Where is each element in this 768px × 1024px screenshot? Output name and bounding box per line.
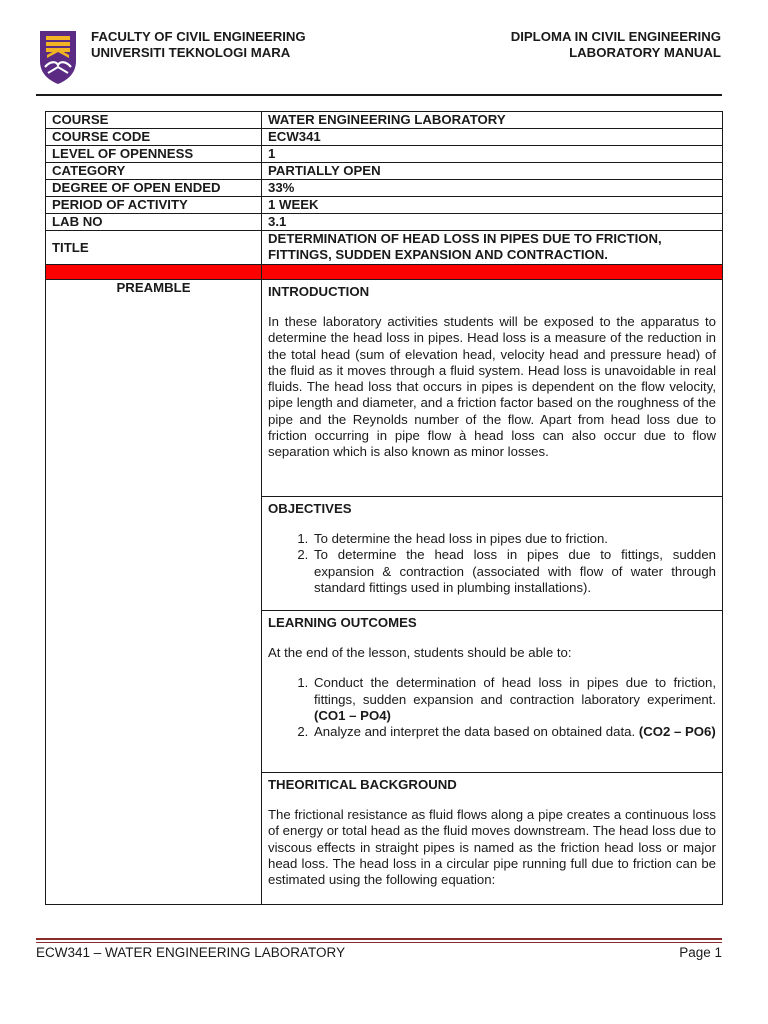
info-row <box>46 180 723 197</box>
objectives-heading: OBJECTIVES <box>268 501 352 516</box>
info-value: WATER ENGINEERING LABORATORY <box>262 112 723 129</box>
faculty-name: FACULTY OF CIVIL ENGINEERING <box>91 29 306 44</box>
outcome-text: Conduct the determination of head loss in pipes due to friction, fittings, sudden expansion and contraction laboratory experiment. <box>314 675 716 707</box>
info-key: COURSE <box>46 112 262 129</box>
info-value: ECW341 <box>262 129 723 146</box>
info-row <box>46 112 723 129</box>
theory-text: The frictional resistance as fluid flows along a pipe creates a continuous loss of energy or total head as the fluid moves downstream. The head loss due to viscous effects in straight pipes is named as the friction head loss or major head loss. The head loss in a circular pipe running full due to friction can be estimated using the following equation: <box>268 807 716 888</box>
diploma-name: DIPLOMA IN CIVIL ENGINEERING <box>510 29 721 44</box>
info-key: CATEGORY <box>46 163 262 180</box>
info-key: PERIOD OF ACTIVITY <box>46 197 262 214</box>
outcome-text: Analyze and interpret the data based on obtained data. <box>314 724 636 740</box>
section-row <box>46 280 723 497</box>
objective-item: 2. To determine the head loss in pipes due to fittings, sudden expansion & contraction (associated with flow of water through standard fittings used in plumbing installations). <box>312 547 716 596</box>
info-value: 1 <box>262 146 723 163</box>
title-row <box>46 231 723 265</box>
theory-heading: THEORITICAL BACKGROUND <box>268 777 457 792</box>
preamble-label: PREAMBLE <box>46 280 262 905</box>
university-crest-icon <box>36 27 80 85</box>
info-value: 3.1 <box>262 214 723 231</box>
header-divider <box>36 94 722 96</box>
university-name: UNIVERSITI TEKNOLOGI MARA <box>91 45 291 60</box>
learning-outcomes-heading: LEARNING OUTCOMES <box>268 615 417 630</box>
manual-name: LABORATORY MANUAL <box>569 45 721 60</box>
info-row <box>46 129 723 146</box>
red-divider-row <box>46 265 723 280</box>
footer-course: ECW341 – WATER ENGINEERING LABORATORY <box>36 945 346 960</box>
faculty-header <box>91 29 306 61</box>
objectives-section <box>262 497 723 611</box>
outcome-item <box>312 675 716 724</box>
title-key: TITLE <box>46 231 262 265</box>
learning-outcomes-section <box>262 611 723 773</box>
info-row <box>46 214 723 231</box>
introduction-heading: INTRODUCTION <box>268 284 370 299</box>
footer-divider <box>36 938 722 940</box>
outcome-item <box>312 724 716 740</box>
info-row <box>46 197 723 214</box>
introduction-section <box>262 280 723 497</box>
info-row <box>46 163 723 180</box>
learning-outcomes-intro: At the end of the lesson, students should be able to: <box>268 645 572 660</box>
outcome-code: (CO2 – PO6) <box>638 724 716 740</box>
manual-header <box>511 29 721 61</box>
lab-title: DETERMINATION OF HEAD LOSS IN PIPES DUE TO FRICTION, FITTINGS, SUDDEN EXPANSION AND CONTRACTION. <box>262 231 723 265</box>
introduction-text: In these laboratory activities students will be exposed to the apparatus to determine the head loss in pipes. Head loss is a measure of the reduction in the total head (sum of elevation head, velocity head and pressure head) of the fluid as it moves through a fluid system. Head loss is unavoidable in real fluids. The head loss that occurs in pipes is dependent on the flow velocity, pipe length and diameter, and a friction factor based on the roughness of the pipe and the Reynolds number of the flow. Apart from head loss due to friction occurring in pipe flow à head loss can also occur due to flow separation which is also known as minor losses. <box>268 314 716 460</box>
theory-section <box>262 773 723 905</box>
info-key: DEGREE OF OPEN ENDED <box>46 180 262 197</box>
info-key: COURSE CODE <box>46 129 262 146</box>
lab-info-table <box>45 111 723 905</box>
info-value: 1 WEEK <box>262 197 723 214</box>
footer-divider-thin <box>36 942 722 943</box>
info-key: LEVEL OF OPENNESS <box>46 146 262 163</box>
objective-item: 1. To determine the head loss in pipes due to friction. <box>312 531 716 547</box>
learning-outcomes-list <box>268 675 716 740</box>
objectives-list <box>268 531 716 596</box>
info-value: 33% <box>262 180 723 197</box>
outcome-code: (CO1 – PO4) <box>314 707 391 723</box>
info-value: PARTIALLY OPEN <box>262 163 723 180</box>
info-row <box>46 146 723 163</box>
red-divider-cell <box>46 265 262 280</box>
page-number: Page 1 <box>679 945 722 960</box>
info-key: LAB NO <box>46 214 262 231</box>
red-divider-cell <box>262 265 723 280</box>
page-header <box>0 0 768 100</box>
